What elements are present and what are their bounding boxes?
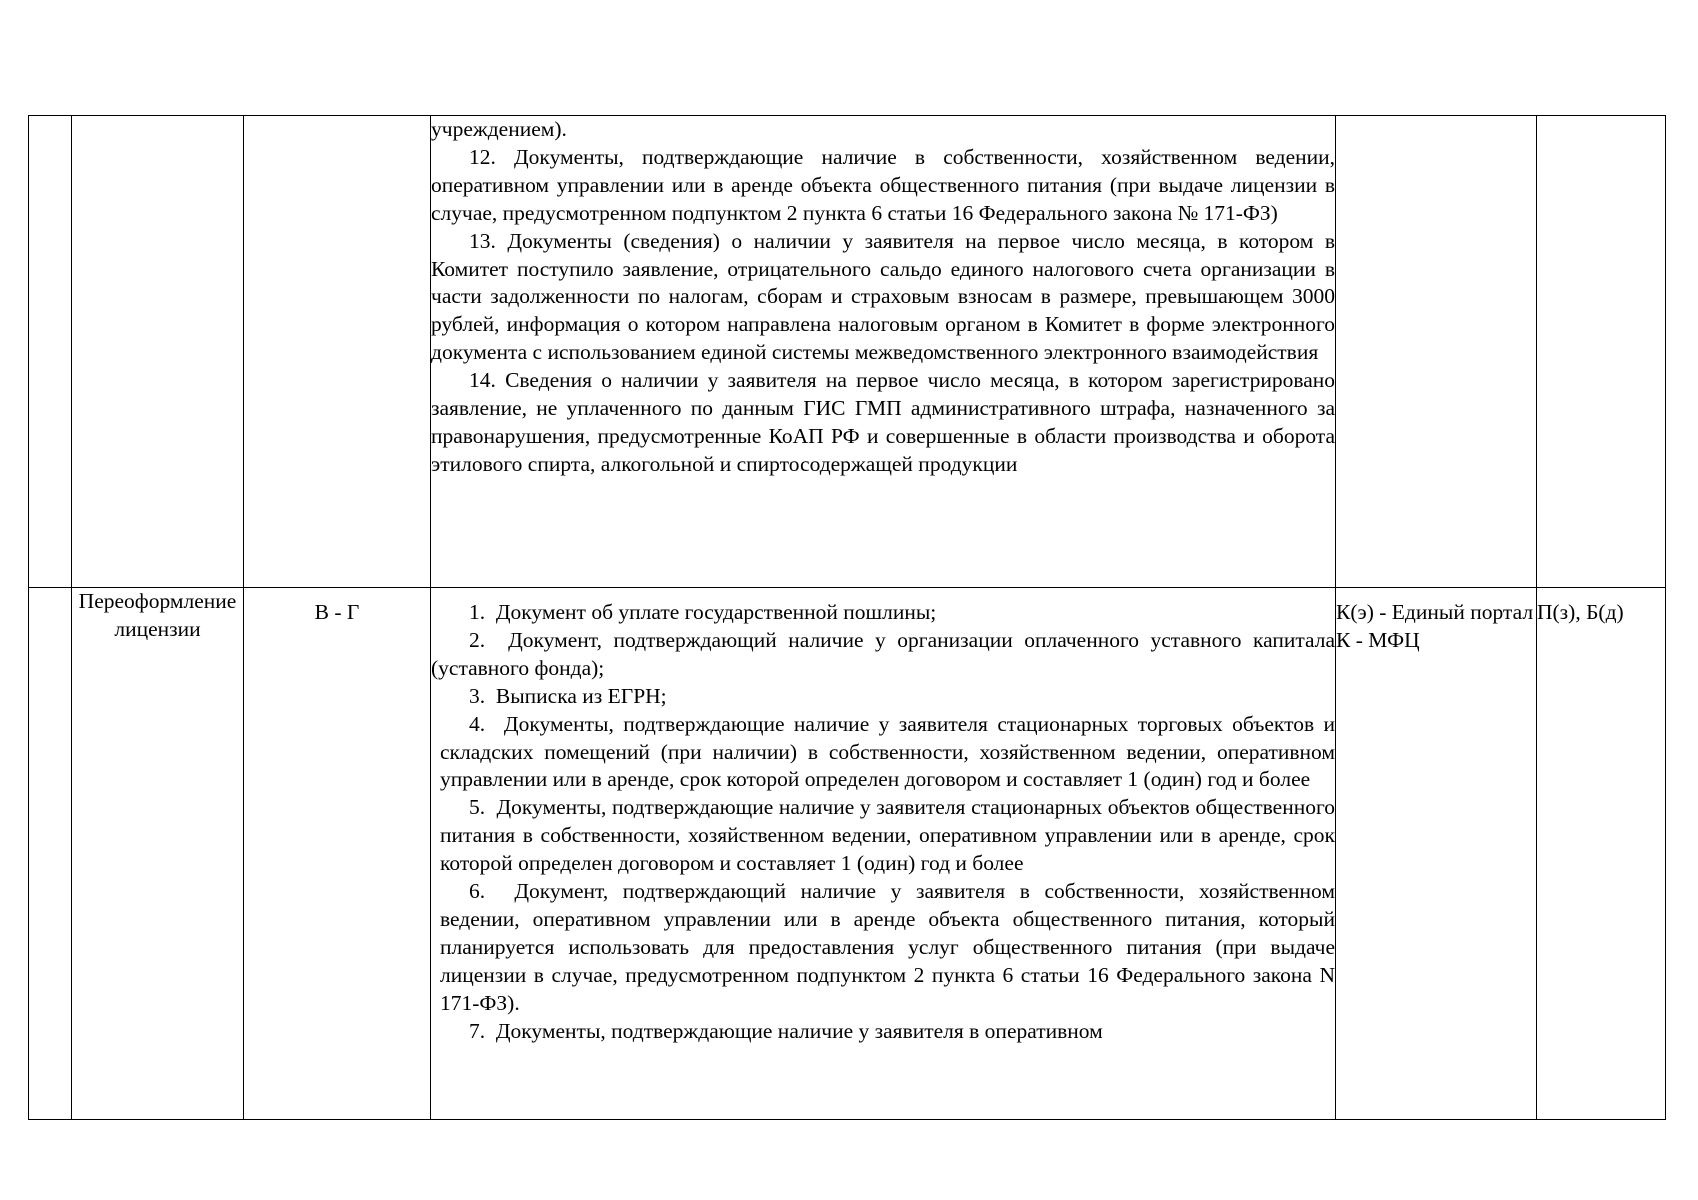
service-name-cell: Переоформление лицензии <box>72 588 244 1120</box>
document-item: 14. Сведения о наличии у заявителя на первое число месяца, в котором зарегистрировано заявление, не уплаченного по данным ГИС ГМП административного штрафа, назначенного за правонарушения, предусмотренные КоАП РФ и совершенные в области производства и оборота этилового спирта, алкогольной и спиртосодержащей продукции <box>431 368 1336 476</box>
channel-item: К(э) - Единый портал <box>1336 600 1534 624</box>
stage-cell <box>244 116 431 588</box>
document-item: 13. Документы (сведения) о наличии у заявителя на первое число месяца, в котором в Комитет поступило заявление, отрицательного сальдо единого налогового счета организации в части задолженности по налогам, сборам и страховым взносам в размере, превышающем 3000 рублей, информация о котором направлена налоговым органом в Комитет в форме электронного документа с использованием единой системы межведомственного электронного взаимодействия <box>431 228 1336 365</box>
channel-item: К - МФЦ <box>1336 627 1420 652</box>
result-cell: П(з), Б(д) <box>1537 588 1666 1120</box>
document-item: 6. Документ, подтверждающий наличие у заявителя в собственности, хозяйственном ведении, оперативном управлении или в аренде объекта общественного питания, который планируется использовать для предоставления услуг общественного питания (при выдаче лицензии в случае, предусмотренном подпунктом 2 пункта 6 статьи 16 Федерального закона N 171-ФЗ). <box>440 879 1335 1015</box>
document-item: 5. Документы, подтверждающие наличие у заявителя стационарных объектов общественного питания в собственности, хозяйственном ведении, оперативном управлении или в аренде, срок которой определен договором и составляет 1 (один) год и более <box>440 795 1336 876</box>
document-table <box>28 115 1666 1120</box>
row-number-cell <box>29 588 72 1120</box>
documents-cell <box>431 588 1336 1120</box>
document-item: 4. Документы, подтверждающие наличие у заявителя стационарных торговых объектов и складских помещений (при наличии) в собственности, хозяйственном ведении, оперативном управлении или в аренде, срок которой определен договором и составляет 1 (один) год и более <box>440 711 1335 792</box>
document-item: 3. Выписка из ЕГРН; <box>469 683 667 708</box>
documents-cell <box>431 116 1336 588</box>
table-row <box>29 588 1666 1120</box>
document-item: 2. Документ, подтверждающий наличие у организации оплаченного уставного капитала (уставного фонда); <box>431 627 1336 680</box>
row-number-cell <box>29 116 72 588</box>
stage-cell: В - Г <box>244 588 431 1120</box>
document-item: 1. Документ об уплате государственной пошлины; <box>469 600 937 624</box>
document-item: 7. Документы, подтверждающие наличие у заявителя в оперативном <box>469 1018 1103 1043</box>
result-cell <box>1537 116 1666 588</box>
channels-cell <box>1336 588 1537 1120</box>
table-row <box>29 116 1666 588</box>
service-name-cell <box>72 116 244 588</box>
channels-cell <box>1336 116 1537 588</box>
document-item: учреждением). <box>431 117 567 141</box>
document-item: 12. Документы, подтверждающие наличие в собственности, хозяйственном ведении, оперативном управлении или в аренде объекта общественного питания (при выдаче лицензии в случае, предусмотренном подпунктом 2 пункта 6 статьи 16 Федерального закона № 171-ФЗ) <box>431 144 1335 225</box>
